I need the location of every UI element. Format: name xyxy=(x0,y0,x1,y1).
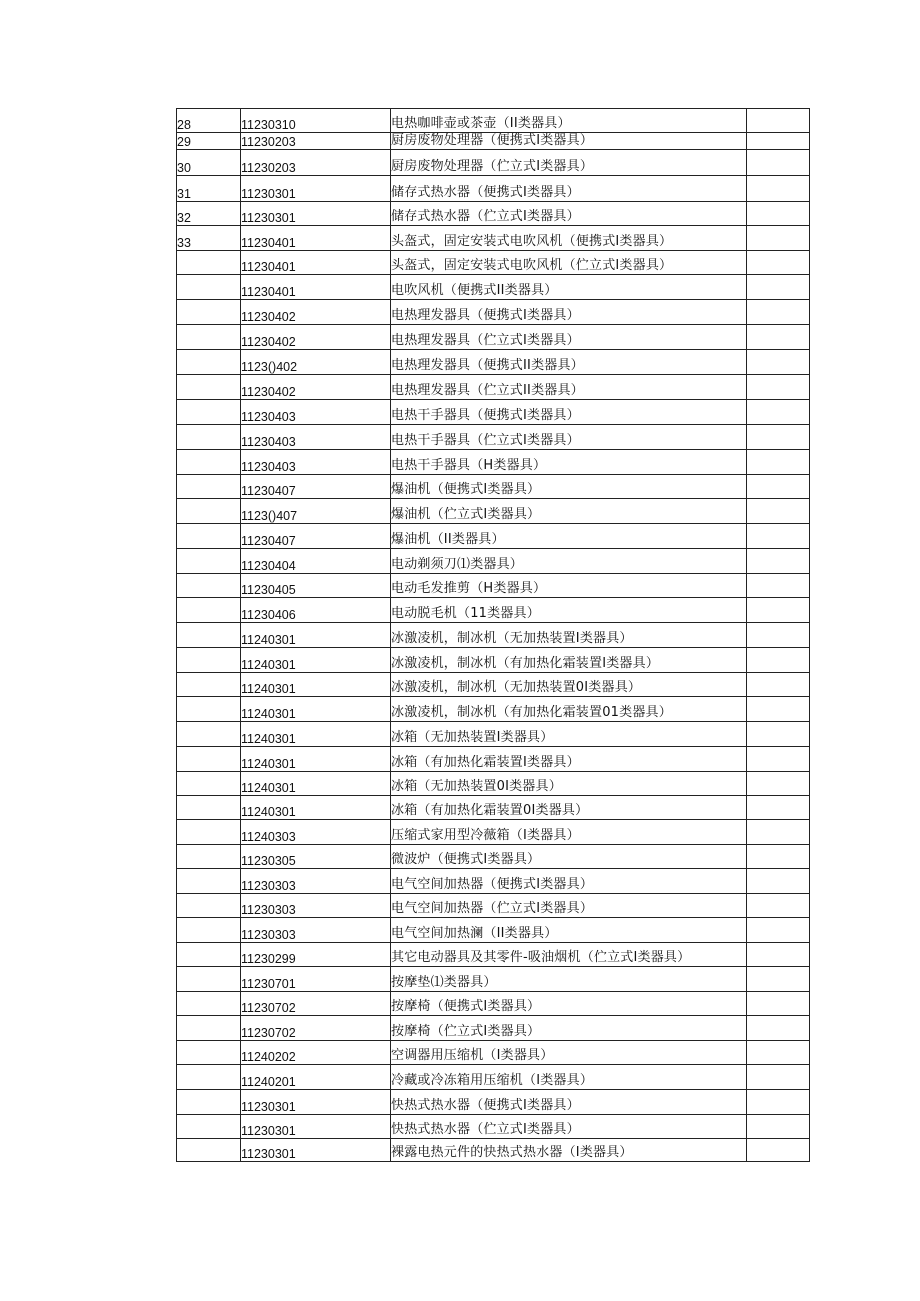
product-code-cell: 11230406 xyxy=(241,598,391,623)
table-row xyxy=(177,673,810,697)
table-row xyxy=(177,499,810,524)
product-name-cell: 冰箱（无加热装置I类器具） xyxy=(391,722,747,747)
table-row xyxy=(177,772,810,796)
product-name-cell: 冰箱（无加热装置0I类器具） xyxy=(391,772,747,796)
table-row xyxy=(177,992,810,1016)
product-name-cell: 电吹风机（便携式II类器具） xyxy=(391,275,747,300)
row-number-cell xyxy=(177,992,241,1016)
row-number-cell xyxy=(177,275,241,300)
product-name-cell: 按摩椅（便携式I类器具） xyxy=(391,992,747,1016)
row-number-cell xyxy=(177,251,241,275)
table-row xyxy=(177,350,810,375)
table-row xyxy=(177,648,810,673)
note-cell xyxy=(747,524,810,549)
row-number-cell xyxy=(177,400,241,425)
product-code-cell: 11240301 xyxy=(241,722,391,747)
row-number-cell xyxy=(177,1065,241,1090)
product-name-cell: 电热理发器具（便携式I类器具） xyxy=(391,300,747,325)
product-code-cell: 11230402 xyxy=(241,325,391,350)
table-row xyxy=(177,598,810,623)
note-cell xyxy=(747,845,810,869)
note-cell xyxy=(747,375,810,400)
table-row xyxy=(177,967,810,992)
product-code-cell: 11240301 xyxy=(241,796,391,820)
row-number-cell xyxy=(177,475,241,499)
row-number-cell xyxy=(177,747,241,772)
table-row xyxy=(177,549,810,574)
row-number-cell: 31 xyxy=(177,176,241,202)
row-number-cell xyxy=(177,1139,241,1162)
note-cell xyxy=(747,722,810,747)
table-row xyxy=(177,375,810,400)
product-name-cell: 爆油机（便携式I类器具） xyxy=(391,475,747,499)
note-cell xyxy=(747,820,810,845)
row-number-cell xyxy=(177,722,241,747)
note-cell xyxy=(747,150,810,176)
table-row xyxy=(177,747,810,772)
product-code-cell: 11240202 xyxy=(241,1041,391,1065)
note-cell xyxy=(747,1139,810,1162)
table-row xyxy=(177,524,810,549)
product-name-cell: 电动脱毛机（11类器具） xyxy=(391,598,747,623)
table-row xyxy=(177,820,810,845)
product-name-cell: 电热理发器具（伫立式I类器具） xyxy=(391,325,747,350)
product-name-cell: 快热式热水器（伫立式I类器具） xyxy=(391,1115,747,1139)
product-name-cell: 电气空间加热澜（II类器具） xyxy=(391,918,747,943)
product-name-cell: 厨房废物处理器（伫立式I类器具） xyxy=(391,150,747,176)
product-code-cell: 11230303 xyxy=(241,918,391,943)
product-code-cell: 11240301 xyxy=(241,673,391,697)
product-code-cell: 11230301 xyxy=(241,202,391,226)
row-number-cell xyxy=(177,598,241,623)
note-cell xyxy=(747,918,810,943)
note-cell xyxy=(747,425,810,450)
product-name-cell: 电热干手器具（伫立式I类器具） xyxy=(391,425,747,450)
product-name-cell: 头盔式，固定安装式电吹风机（便携式I类器具） xyxy=(391,226,747,251)
row-number-cell xyxy=(177,425,241,450)
product-code-cell: 11240301 xyxy=(241,623,391,648)
product-code-cell: 11230299 xyxy=(241,943,391,967)
table-row xyxy=(177,1115,810,1139)
product-code-cell: 11240301 xyxy=(241,648,391,673)
table-row xyxy=(177,425,810,450)
row-number-cell: 30 xyxy=(177,150,241,176)
table-row xyxy=(177,475,810,499)
product-name-cell: 冰激凌机，制冰机（无加热装置I类器具） xyxy=(391,623,747,648)
table-row xyxy=(177,300,810,325)
table-row xyxy=(177,176,810,202)
row-number-cell xyxy=(177,574,241,598)
table-row xyxy=(177,150,810,176)
table-row xyxy=(177,943,810,967)
product-name-cell: 冰箱（有加热化霜装置0I类器具） xyxy=(391,796,747,820)
row-number-cell xyxy=(177,943,241,967)
row-number-cell xyxy=(177,524,241,549)
product-name-cell: 其它电动器具及其零件-吸油烟机（伫立式I类器具） xyxy=(391,943,747,967)
product-name-cell: 厨房废物处理器（便携式I类器具） xyxy=(391,133,747,150)
table-row xyxy=(177,845,810,869)
product-name-cell: 电气空间加热器（伫立式I类器具） xyxy=(391,894,747,918)
note-cell xyxy=(747,894,810,918)
product-name-cell: 冰激凌机，制冰机（有加热化霜装置01类器具） xyxy=(391,697,747,722)
note-cell xyxy=(747,1041,810,1065)
product-name-cell: 电气空间加热器（便携式I类器具） xyxy=(391,869,747,894)
row-number-cell xyxy=(177,772,241,796)
note-cell xyxy=(747,992,810,1016)
product-code-cell: 11230301 xyxy=(241,176,391,202)
table-row xyxy=(177,1041,810,1065)
table-row xyxy=(177,894,810,918)
note-cell xyxy=(747,226,810,251)
product-code-cell: 11240301 xyxy=(241,772,391,796)
product-code-cell: 11240201 xyxy=(241,1065,391,1090)
row-number-cell xyxy=(177,673,241,697)
note-cell xyxy=(747,109,810,133)
note-cell xyxy=(747,1016,810,1041)
product-code-cell: 11240301 xyxy=(241,747,391,772)
note-cell xyxy=(747,202,810,226)
table-row xyxy=(177,623,810,648)
table-row xyxy=(177,1090,810,1115)
product-code-cell: 11230701 xyxy=(241,967,391,992)
product-table xyxy=(176,108,810,1162)
row-number-cell xyxy=(177,549,241,574)
product-code-cell: 11230301 xyxy=(241,1115,391,1139)
product-code-cell: 11230301 xyxy=(241,1139,391,1162)
note-cell xyxy=(747,574,810,598)
note-cell xyxy=(747,648,810,673)
product-name-cell: 微波炉（便携式I类器具） xyxy=(391,845,747,869)
product-code-cell: 11240301 xyxy=(241,697,391,722)
note-cell xyxy=(747,623,810,648)
product-code-cell: 11230402 xyxy=(241,300,391,325)
row-number-cell xyxy=(177,499,241,524)
note-cell xyxy=(747,549,810,574)
note-cell xyxy=(747,598,810,623)
note-cell xyxy=(747,747,810,772)
table-body xyxy=(177,109,810,1162)
table-row xyxy=(177,869,810,894)
note-cell xyxy=(747,133,810,150)
product-code-cell: 11230402 xyxy=(241,375,391,400)
product-name-cell: 储存式热水器（伫立式I类器具） xyxy=(391,202,747,226)
product-name-cell: 电热干手器具（便携式I类器具） xyxy=(391,400,747,425)
product-name-cell: 裸露电热元件的快热式热水器（I类器具） xyxy=(391,1139,747,1162)
product-code-cell: 11230401 xyxy=(241,226,391,251)
product-code-cell: 11230305 xyxy=(241,845,391,869)
table-row xyxy=(177,1016,810,1041)
product-code-cell: 11230702 xyxy=(241,992,391,1016)
row-number-cell xyxy=(177,325,241,350)
product-code-cell: 11230405 xyxy=(241,574,391,598)
table-row xyxy=(177,133,810,150)
product-code-cell: 11230407 xyxy=(241,524,391,549)
table-row xyxy=(177,1139,810,1162)
product-code-cell: 11230404 xyxy=(241,549,391,574)
note-cell xyxy=(747,1090,810,1115)
product-name-cell: 压缩式家用型冷薇箱（I类器具） xyxy=(391,820,747,845)
note-cell xyxy=(747,943,810,967)
product-name-cell: 电热干手器具（H类器具） xyxy=(391,450,747,475)
product-name-cell: 储存式热水器（便携式I类器具） xyxy=(391,176,747,202)
row-number-cell xyxy=(177,300,241,325)
product-code-cell: 11230702 xyxy=(241,1016,391,1041)
row-number-cell xyxy=(177,845,241,869)
row-number-cell xyxy=(177,375,241,400)
note-cell xyxy=(747,1065,810,1090)
row-number-cell xyxy=(177,894,241,918)
product-name-cell: 按摩椅（伫立式I类器具） xyxy=(391,1016,747,1041)
product-name-cell: 电动剃须刀⑴类器具） xyxy=(391,549,747,574)
note-cell xyxy=(747,499,810,524)
table-row xyxy=(177,325,810,350)
table-row xyxy=(177,918,810,943)
note-cell xyxy=(747,869,810,894)
note-cell xyxy=(747,673,810,697)
row-number-cell xyxy=(177,796,241,820)
note-cell xyxy=(747,796,810,820)
product-code-cell: 11230403 xyxy=(241,450,391,475)
row-number-cell xyxy=(177,1090,241,1115)
row-number-cell: 28 xyxy=(177,109,241,133)
product-name-cell: 电热理发器具（伫立式II类器具） xyxy=(391,375,747,400)
product-name-cell: 快热式热水器（便携式I类器具） xyxy=(391,1090,747,1115)
note-cell xyxy=(747,325,810,350)
note-cell xyxy=(747,350,810,375)
note-cell xyxy=(747,967,810,992)
note-cell xyxy=(747,300,810,325)
product-name-cell: 头盔式，固定安装式电吹风机（伫立式I类器具） xyxy=(391,251,747,275)
product-code-cell: 11240303 xyxy=(241,820,391,845)
row-number-cell xyxy=(177,1115,241,1139)
note-cell xyxy=(747,475,810,499)
row-number-cell xyxy=(177,1041,241,1065)
row-number-cell xyxy=(177,350,241,375)
table-row xyxy=(177,226,810,251)
row-number-cell xyxy=(177,1016,241,1041)
row-number-cell xyxy=(177,450,241,475)
note-cell xyxy=(747,772,810,796)
product-name-cell: 电热咖啡壶或茶壶（II类器具） xyxy=(391,109,747,133)
product-name-cell: 电热理发器具（便携式II类器具） xyxy=(391,350,747,375)
product-name-cell: 按摩垫⑴类器具） xyxy=(391,967,747,992)
table-row xyxy=(177,574,810,598)
product-code-cell: 11230310 xyxy=(241,109,391,133)
note-cell xyxy=(747,1115,810,1139)
row-number-cell xyxy=(177,820,241,845)
row-number-cell xyxy=(177,918,241,943)
note-cell xyxy=(747,450,810,475)
product-name-cell: 爆油机（伫立式I类器具） xyxy=(391,499,747,524)
row-number-cell xyxy=(177,623,241,648)
table-row xyxy=(177,109,810,133)
product-name-cell: 冷藏或冷冻箱用压缩机（I类器具） xyxy=(391,1065,747,1090)
row-number-cell xyxy=(177,697,241,722)
table-row xyxy=(177,450,810,475)
product-code-cell: 11230403 xyxy=(241,425,391,450)
table-row xyxy=(177,275,810,300)
row-number-cell xyxy=(177,967,241,992)
product-code-cell: 11230401 xyxy=(241,275,391,300)
table-row xyxy=(177,400,810,425)
row-number-cell: 32 xyxy=(177,202,241,226)
row-number-cell: 29 xyxy=(177,133,241,150)
product-name-cell: 冰箱（有加热化霜装置I类器具） xyxy=(391,747,747,772)
product-code-cell: 11230303 xyxy=(241,869,391,894)
product-code-cell: 11230403 xyxy=(241,400,391,425)
note-cell xyxy=(747,176,810,202)
note-cell xyxy=(747,400,810,425)
table-row xyxy=(177,1065,810,1090)
table-row xyxy=(177,202,810,226)
table-row xyxy=(177,722,810,747)
row-number-cell: 33 xyxy=(177,226,241,251)
note-cell xyxy=(747,251,810,275)
product-code-cell: 11230401 xyxy=(241,251,391,275)
row-number-cell xyxy=(177,648,241,673)
product-code-cell: 11230203 xyxy=(241,133,391,150)
product-code-cell: 11230407 xyxy=(241,475,391,499)
product-code-cell: 11230203 xyxy=(241,150,391,176)
product-name-cell: 空调器用压缩机（I类器具） xyxy=(391,1041,747,1065)
note-cell xyxy=(747,275,810,300)
product-name-cell: 冰激凌机，制冰机（无加热装置0I类器具） xyxy=(391,673,747,697)
product-code-cell: 1123()402 xyxy=(241,350,391,375)
product-name-cell: 电动毛发推剪（H类器具） xyxy=(391,574,747,598)
product-name-cell: 冰激凌机，制冰机（有加热化霜装置I类器具） xyxy=(391,648,747,673)
table-row xyxy=(177,251,810,275)
table-row xyxy=(177,796,810,820)
product-code-cell: 11230303 xyxy=(241,894,391,918)
product-code-cell: 1123()407 xyxy=(241,499,391,524)
product-code-cell: 11230301 xyxy=(241,1090,391,1115)
product-name-cell: 爆油机（II类器具） xyxy=(391,524,747,549)
note-cell xyxy=(747,697,810,722)
row-number-cell xyxy=(177,869,241,894)
table-row xyxy=(177,697,810,722)
